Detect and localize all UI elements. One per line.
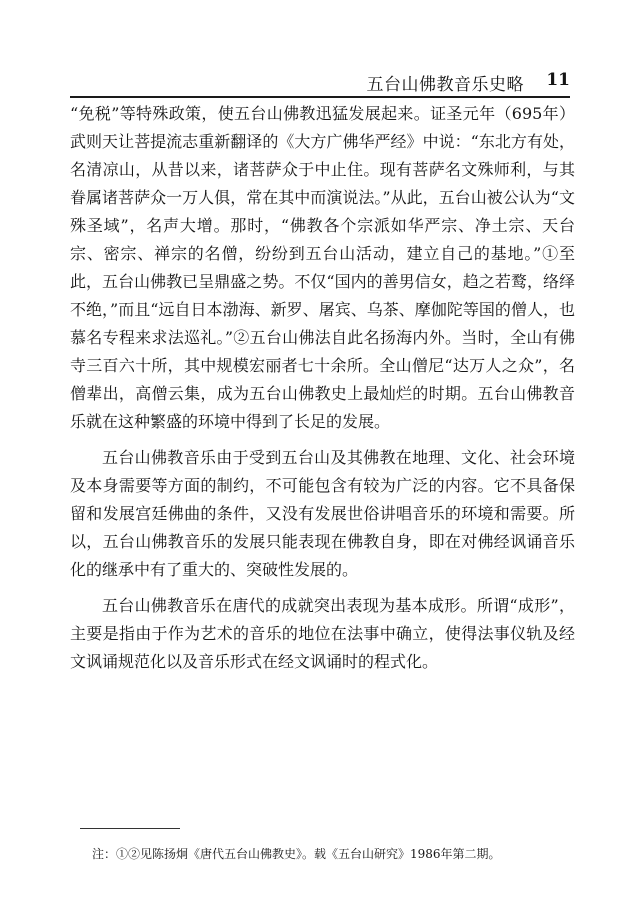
page-number: 11	[546, 70, 570, 90]
paragraph-2: 五台山佛教音乐由于受到五台山及其佛教在地理、文化、社会环境及本身需要等方面的制约，不可能包含有较为广泛的内容。它不具备保留和发展宫廷佛曲的条件，又没有发展世俗讲唱音乐的环境和需要。所以，五台山佛教音乐的发展只能表现在佛教自身，即在对佛经讽诵音乐化的继承中有了重大的、突破性发展的。	[70, 448, 575, 579]
paragraph-3: 五台山佛教音乐在唐代的成就突出表现为基本成形。所谓“成形”，主要是指由于作为艺术的音乐的地位在法事中确立，使得法事仪轨及经文讽诵规范化以及音乐形式在经文讽诵时的程式化。	[70, 596, 575, 671]
running-header	[70, 62, 570, 98]
footnote: 注：①②见陈扬炯《唐代五台山佛教史》。载《五台山研究》1986年第二期。	[92, 847, 501, 861]
header-title: 五台山佛教音乐史略	[366, 75, 524, 95]
body-text	[70, 100, 575, 684]
paragraph-1: “免税”等特殊政策，使五台山佛教迅猛发展起来。证圣元年（695年）武则天让菩提流志重新翻译的《大方广佛华严经》中说：“东北方有处，名清凉山，从昔以来，诸菩萨众于中止住。现有菩萨名文殊师利，与其眷属诸菩萨众一万人俱，常在其中而演说法。”从此，五台山被公认为“文殊圣域”，名声大增。那时，“佛教各个宗派如华严宗、净土宗、天台宗、密宗、禅宗的名僧，纷纷到五台山活动，建立自己的基地。”①至此，五台山佛教已呈鼎盛之势。不仅“国内的善男信女，趋之若鹜，络绎不绝，”而且“远自日本渤海、新罗、屠宾、乌茶、摩伽陀等国的僧人，也慕名专程来求法巡礼。”②五台山佛法自此名扬海内外。当时，全山有佛寺三百六十所，其中规模宏丽者七十余所。全山僧尼“达万人之众”，名僧辈出，高僧云集，成为五台山佛教史上最灿烂的时期。五台山佛教音乐就在这种繁盛的环境中得到了长足的发展。	[70, 104, 575, 431]
footnote-divider	[80, 828, 180, 829]
